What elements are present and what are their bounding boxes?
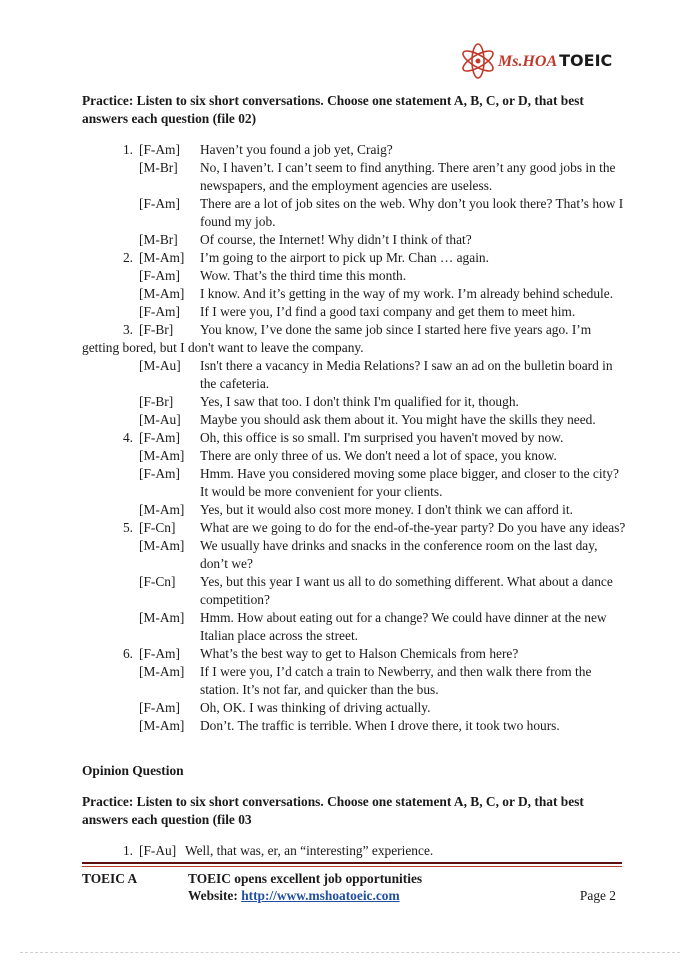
dialogue-line <box>82 267 627 285</box>
number-spacer <box>82 231 139 249</box>
dialogue-line <box>82 285 627 303</box>
speaker-label: [M-Am] <box>139 538 185 553</box>
page-number: Page 2 <box>579 888 616 903</box>
dialogue-text: I know. And it’s getting in the way of my work. I’m already behind schedule. <box>200 286 614 301</box>
speaker-label: [F-Au] <box>139 843 177 858</box>
logo-product-text: TOEIC <box>559 51 613 70</box>
item-number: 4. <box>122 430 133 445</box>
item-number: 2. <box>122 250 133 265</box>
item-number: 5. <box>122 520 133 535</box>
number-spacer <box>82 537 139 573</box>
number-spacer <box>82 573 139 609</box>
dialogue-line <box>82 537 627 573</box>
dialogue-line <box>82 429 627 447</box>
speaker-label: [F-Br] <box>139 394 174 409</box>
dialogue-text: Of course, the Internet! Why didn’t I think of that? <box>200 232 472 247</box>
footer-course: TOEIC A <box>82 871 138 886</box>
dialogue-text: Oh, OK. I was thinking of driving actually. <box>200 700 431 715</box>
dialogue-text: We usually have drinks and snacks in the conference room on the last day, don’t we? <box>200 538 598 571</box>
dialogue-line <box>82 573 627 609</box>
number-spacer <box>82 501 139 519</box>
speaker-label: [F-Am] <box>139 700 180 715</box>
dialogue-text: Well, that was, er, an “interesting” experience. <box>185 843 434 858</box>
dialogue-text: You know, I’ve done the same job since I started here five years ago. I’m getting bored, but I don't want to leave the company. <box>82 322 592 355</box>
dialogue-line <box>82 519 627 537</box>
number-spacer <box>82 195 139 231</box>
item-number: 6. <box>122 646 133 661</box>
speaker-label: [M-Am] <box>139 610 185 625</box>
dialogue-line <box>82 447 627 465</box>
speaker-label: [M-Am] <box>139 502 185 517</box>
dialogue-text: Don’t. The traffic is terrible. When I drove there, it took two hours. <box>200 718 560 733</box>
speaker-label: [M-Am] <box>139 250 185 265</box>
dialogue-text: No, I haven’t. I can’t seem to find anything. There aren’t any good jobs in the newspapers, and the employment agencies are useless. <box>200 160 616 193</box>
dialogue-text: Isn't there a vacancy in Media Relations? I saw an ad on the bulletin board in the cafeteria. <box>200 358 613 391</box>
dialogue-line <box>82 717 627 735</box>
number-spacer <box>82 699 139 717</box>
speaker-label: [F-Am] <box>139 430 180 445</box>
speaker-label: [M-Am] <box>139 448 185 463</box>
item-number: 3. <box>122 322 133 337</box>
dialogue-text: Yes, but this year I want us all to do something different. What about a dance competition? <box>200 574 613 607</box>
item-number: 1. <box>122 142 133 157</box>
dialogue-line <box>82 609 627 645</box>
dialogue-line <box>82 141 627 159</box>
dialogue-text: I’m going to the airport to pick up Mr. Chan … again. <box>200 250 489 265</box>
number-spacer <box>82 465 139 501</box>
dialogue-text: Hmm. Have you considered moving some place bigger, and closer to the city? It would be more convenient for your clients. <box>200 466 619 499</box>
speaker-label: [F-Am] <box>139 268 180 283</box>
dialogue-line <box>82 249 627 267</box>
footer-tagline: TOEIC opens excellent job opportunities <box>188 871 423 886</box>
speaker-label: [F-Am] <box>139 142 180 157</box>
dialogue-line <box>82 357 627 393</box>
dialogue-text: There are a lot of job sites on the web. Why don’t you look there? That’s how I found my job. <box>200 196 624 229</box>
speaker-label: [F-Am] <box>139 304 180 319</box>
dialogue-line <box>82 321 627 357</box>
dialogue-line <box>82 411 627 429</box>
footer-divider <box>82 862 622 864</box>
dialogue-text: Haven’t you found a job yet, Craig? <box>200 142 393 157</box>
dialogue-line <box>82 195 627 231</box>
speaker-label: [F-Cn] <box>139 520 176 535</box>
dialogue-line <box>82 303 627 321</box>
speaker-label: [M-Am] <box>139 286 185 301</box>
dialogue-text: Hmm. How about eating out for a change? We could have dinner at the new Italian place across the street. <box>200 610 607 643</box>
number-spacer <box>82 267 139 285</box>
dialogue-text: What’s the best way to get to Halson Chemicals from here? <box>200 646 519 661</box>
conversation-list <box>82 141 627 735</box>
question-item-1 <box>82 842 627 860</box>
speaker-label: [F-Am] <box>139 466 180 481</box>
number-spacer <box>82 663 139 699</box>
dialogue-text: Wow. That’s the third time this month. <box>200 268 407 283</box>
dialogue-line <box>82 501 627 519</box>
opinion-question-heading: Opinion Question <box>82 763 184 778</box>
atom-logo-icon <box>458 42 498 80</box>
speaker-label: [M-Br] <box>139 232 178 247</box>
speaker-label: [F-Cn] <box>139 574 176 589</box>
item-number: 1. <box>122 843 133 858</box>
dialogue-line <box>82 663 627 699</box>
dialogue-line <box>82 699 627 717</box>
number-spacer <box>82 357 139 393</box>
dialogue-text: Yes, but it would also cost more money. I don't think we can afford it. <box>200 502 573 517</box>
number-spacer <box>82 609 139 645</box>
dialogue-text: Oh, this office is so small. I'm surprised you haven't moved by now. <box>200 430 564 445</box>
speaker-label: [F-Am] <box>139 646 180 661</box>
speaker-label: [F-Am] <box>139 196 180 211</box>
page-edge <box>20 952 680 953</box>
dialogue-text: There are only three of us. We don't need a lot of space, you know. <box>200 448 557 463</box>
number-spacer <box>82 717 139 735</box>
speaker-label: [M-Au] <box>139 412 181 427</box>
speaker-label: [F-Br] <box>139 322 174 337</box>
dialogue-line <box>82 645 627 663</box>
footer-divider-accent <box>82 866 622 867</box>
practice-heading-2: Practice: Listen to six short conversations. Choose one statement A, B, C, or D, that best answers each question (file 03 <box>82 794 584 827</box>
logo-brand-text: Ms.HOA <box>498 53 558 70</box>
speaker-label: [M-Br] <box>139 160 178 175</box>
dialogue-text: If I were you, I’d find a good taxi company and get them to meet him. <box>200 304 576 319</box>
brand-logo <box>458 42 623 80</box>
dialogue-text: Maybe you should ask them about it. You might have the skills they need. <box>200 412 596 427</box>
number-spacer <box>82 285 139 303</box>
speaker-label: [M-Am] <box>139 718 185 733</box>
number-spacer <box>82 159 139 195</box>
dialogue-line <box>82 465 627 501</box>
number-spacer <box>82 447 139 465</box>
website-link[interactable]: http://www.mshoatoeic.com <box>241 888 400 903</box>
speaker-label: [M-Au] <box>139 358 181 373</box>
practice-heading-1: Practice: Listen to six short conversations. Choose one statement A, B, C, or D, that best answers each question (file 02) <box>82 93 584 126</box>
dialogue-line <box>82 231 627 249</box>
speaker-label: [M-Am] <box>139 664 185 679</box>
number-spacer <box>82 303 139 321</box>
dialogue-text: If I were you, I’d catch a train to Newberry, and then walk there from the station. It’s not far, and quicker than the bus. <box>200 664 592 697</box>
dialogue-line <box>82 159 627 195</box>
dialogue-text: What are we going to do for the end-of-the-year party? Do you have any ideas? <box>200 520 626 535</box>
footer-website-label: Website: <box>188 888 242 903</box>
dialogue-line <box>82 393 627 411</box>
dialogue-text: Yes, I saw that too. I don't think I'm qualified for it, though. <box>200 394 519 409</box>
number-spacer <box>82 393 139 411</box>
number-spacer <box>82 411 139 429</box>
